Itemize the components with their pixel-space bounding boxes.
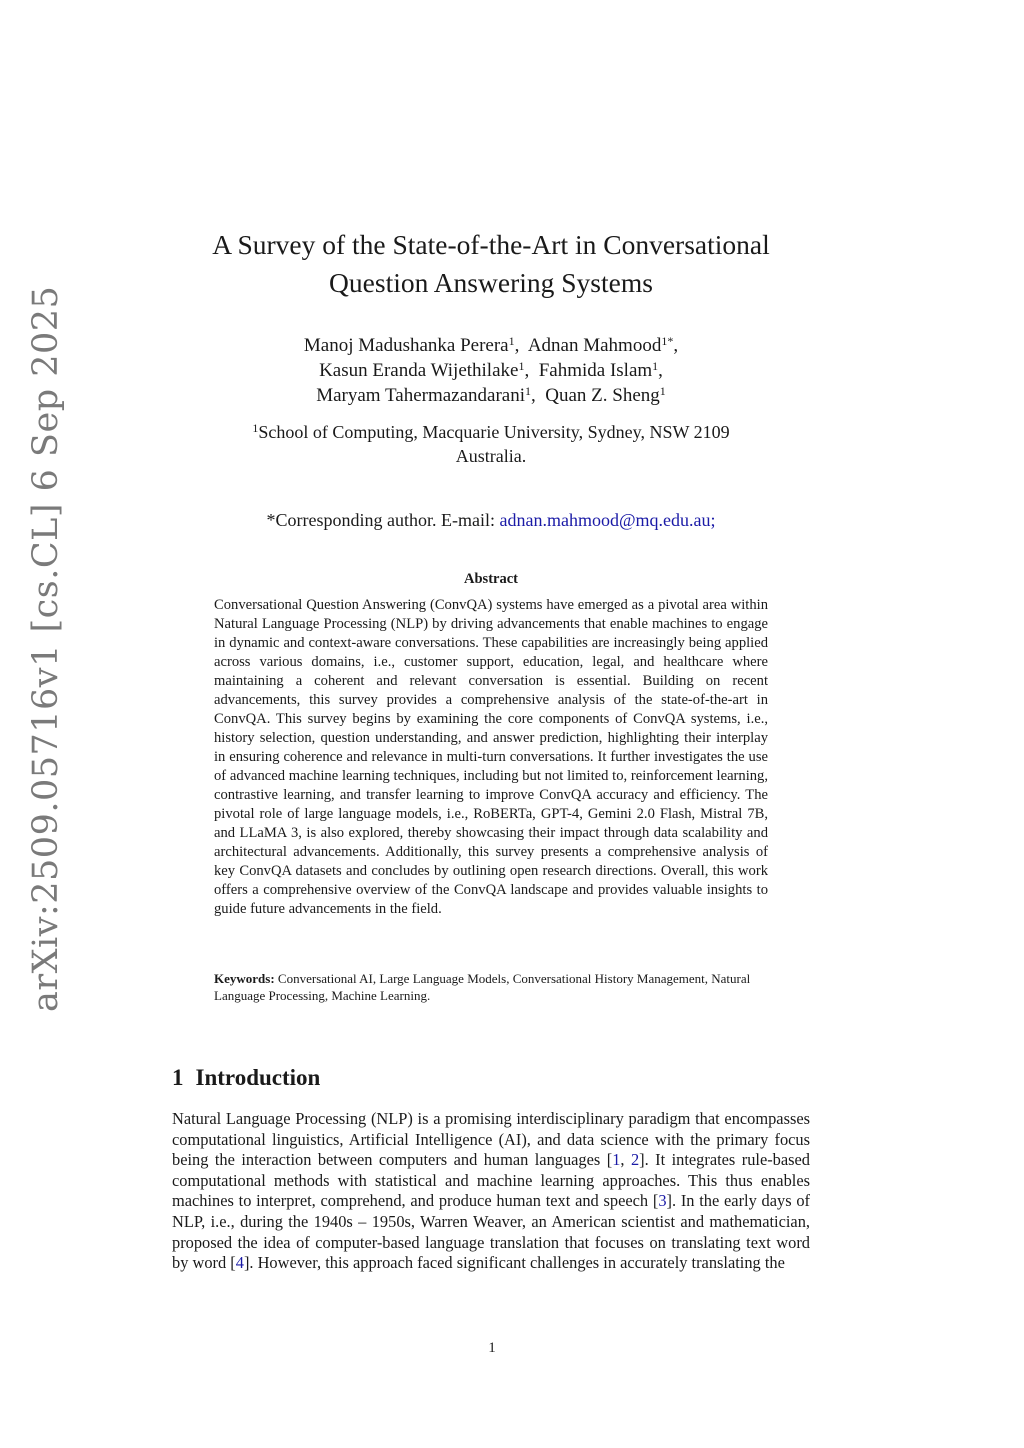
citation-link[interactable]: 1 <box>612 1150 621 1170</box>
intro-text: ]. However, this approach faced significant challenges in accurately translating the <box>243 1253 785 1273</box>
intro-text: , <box>620 1150 631 1170</box>
author-mark: 1 <box>652 359 659 373</box>
affiliation-line-1 <box>170 420 812 444</box>
affiliation-mark: 1 <box>252 421 259 435</box>
intro-text: Natural Language Processing (NLP) is a promising interdisciplinary paradigm that encompasses computational linguistics, Artificial Intelligence (AI), and data science with the primary focus being the interaction between computers and human languages [ <box>172 1109 810 1170</box>
author-list <box>170 333 812 408</box>
citation-link[interactable]: 3 <box>658 1191 667 1211</box>
author-mark: 1 <box>508 334 515 348</box>
email-link[interactable]: adnan.mahmood@mq.edu.au; <box>499 510 716 530</box>
corresponding-label: *Corresponding author. E-mail: <box>266 510 500 530</box>
author-name: Maryam Tahermazandarani <box>316 385 526 406</box>
author-mark: 1 <box>518 359 525 373</box>
corresponding-author <box>170 508 812 532</box>
author-name: Quan Z. Sheng <box>545 385 660 406</box>
keywords-text: Conversational AI, Large Language Models, Conversational History Management, Natural Language Processing, Machine Learning. <box>214 971 751 1003</box>
affiliation <box>170 420 812 468</box>
citation-link[interactable]: 2 <box>630 1150 640 1170</box>
abstract-heading: Abstract <box>464 571 518 587</box>
author-name: Fahmida Islam <box>538 360 653 381</box>
affiliation-text: School of Computing, Macquarie University, Sydney, NSW 2109 <box>258 422 730 442</box>
intro-text: ]. It integrates rule-based computational methods with statistical and machine learning approaches. This thus enables machines to interpret, comprehend, and produce human text and speech [ <box>172 1150 810 1211</box>
abstract-body: Conversational Question Answering (ConvQA) systems have emerged as a pivotal area within Natural Language Processing (NLP) by driving advancements that enable machines to engage in dynamic and context-aware conversations. These capabilities are increasingly being applied across various domains, i.e., customer support, education, legal, and healthcare where maintaining a coherent and relevant conversation is essential. Building on recent advancements, this survey provides a comprehensive analysis of the state-of-the-art in ConvQA. This survey begins by examining the core components of ConvQA systems, i.e., history selection, question understanding, and answer prediction, highlighting their interplay in ensuring coherence and relevance in multi-turn conversations. It further investigates the use of advanced machine learning techniques, including but not limited to, reinforcement learning, contrastive learning, and transfer learning to improve ConvQA accuracy and efficiency. The pivotal role of large language models, i.e., RoBERTa, GPT-4, Gemini 2.0 Flash, Mistral 7B, and LLaMA 3, is also explored, thereby showcasing their impact through data scalability and architectural advancements. Additionally, this survey presents a comprehensive analysis of key ConvQA datasets and concludes by outlining open research directions. Overall, this work offers a comprehensive overview of the ConvQA landscape and provides valuable insights to guide future advancements in the field. <box>214 597 768 917</box>
author-line-2: Kasun Eranda Wijethilake$^1$, Fahmida Islam$^1$, <box>319 359 663 381</box>
author-name: Kasun Eranda Wijethilake <box>319 360 519 381</box>
author-line-3: Maryam Tahermazandarani$^1$, Quan Z. Sheng$^1$ <box>316 384 666 406</box>
affiliation-line-2: Australia. <box>455 446 527 466</box>
author-line-1: Manoj Madushanka Perera$^1$, Adnan Mahmood$^{1*}$, <box>303 334 679 356</box>
title-line-2: Question Answering Systems <box>329 267 653 298</box>
paper-title <box>150 226 832 302</box>
arxiv-stamp: arXiv:2509.05716v1 [cs.CL] 6 Sep 2025 <box>26 285 66 1012</box>
author-name: Manoj Madushanka Perera <box>303 335 509 356</box>
section-title: Introduction <box>195 1065 321 1090</box>
author-name: Adnan Mahmood <box>527 335 662 356</box>
page-number: 1 <box>488 1340 496 1356</box>
author-mark: 1 <box>659 384 666 398</box>
author-mark: 1* <box>661 334 674 348</box>
section-number: 1 <box>172 1065 184 1090</box>
intro-paragraph <box>172 1109 810 1274</box>
keywords <box>214 970 768 1004</box>
author-mark: 1 <box>525 384 532 398</box>
citation-link[interactable]: 4 <box>235 1253 244 1273</box>
keywords-label: Keywords: <box>214 971 275 986</box>
section-heading <box>172 1065 320 1091</box>
intro-text: ]. In the early days of NLP, i.e., during the 1940s – 1950s, Warren Weaver, an American scientist and mathematician, proposed the idea of computer-based language translation that focuses on translating text word by word [ <box>172 1191 810 1273</box>
title-line-1: A Survey of the State-of-the-Art in Conversational <box>212 229 770 260</box>
